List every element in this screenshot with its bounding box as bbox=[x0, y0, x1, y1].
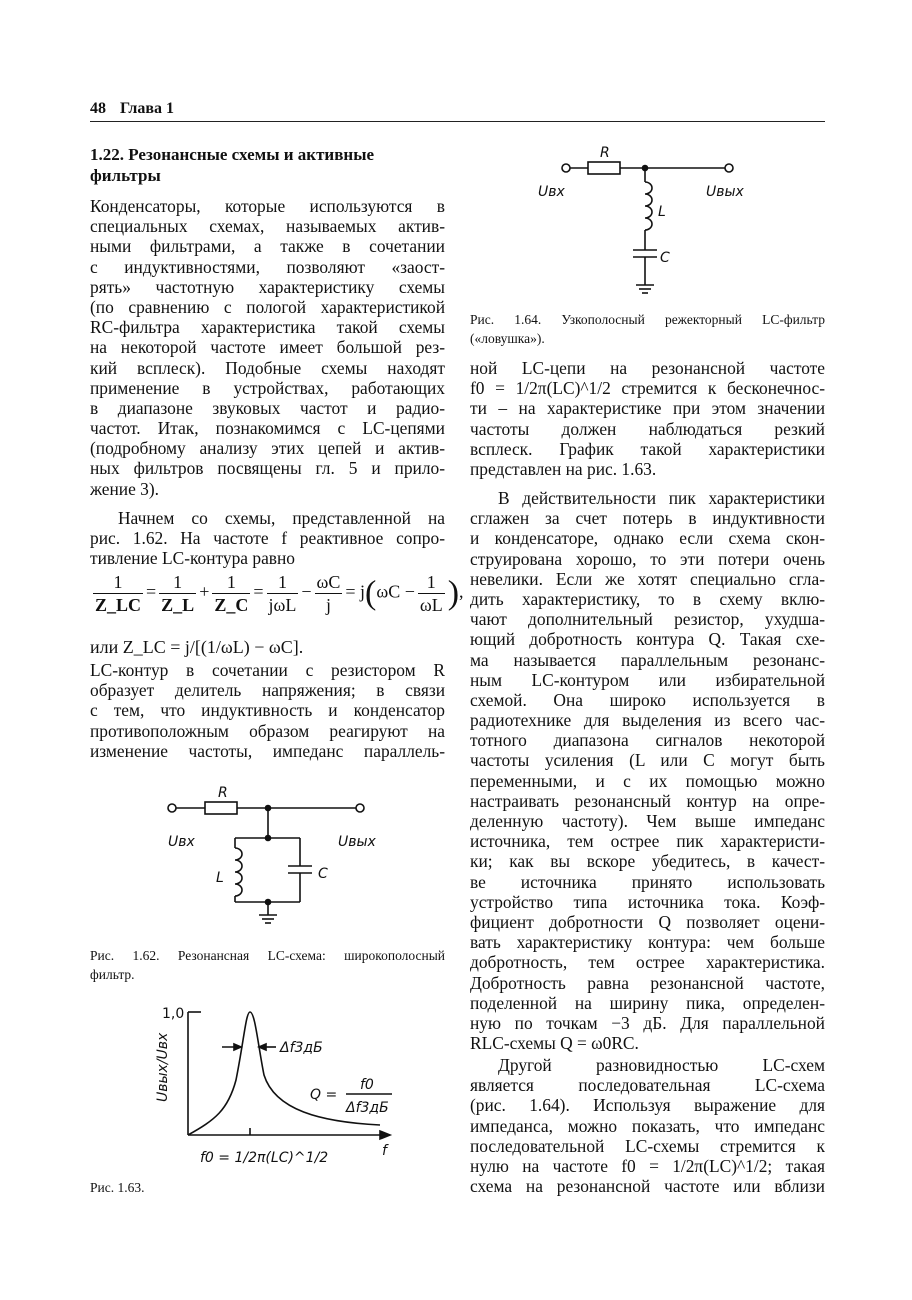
text-line: устройство типа источника тока. Коэф- bbox=[470, 891, 825, 912]
y-axis-label: Uвых/Uвх bbox=[155, 1032, 171, 1102]
figure-1-62-caption bbox=[90, 946, 445, 984]
frac-den: Z_LC bbox=[95, 595, 142, 615]
text-line: образует делитель напряжения; в связи bbox=[90, 680, 445, 701]
text-line: ную по точкам −3 дБ. Для параллельной bbox=[470, 1012, 825, 1033]
text-line: ма называется параллельным резонанс- bbox=[470, 649, 825, 670]
text-line: f0 = 1/2π(LC)^1/2 стремится к бесконечнос- bbox=[470, 378, 825, 399]
output-terminal bbox=[356, 804, 364, 812]
text-line: на некоторой частоте имеет большой рез- bbox=[90, 337, 445, 358]
text-line: последовательной LC-схемы стремится к bbox=[470, 1135, 825, 1156]
text-line: тивление LC-контура равно bbox=[90, 548, 296, 569]
formula-j: = j bbox=[345, 581, 366, 602]
text-line: схема на резонансной частоте или вблизи bbox=[470, 1176, 825, 1197]
text-line: ным LC-контуром или избирательной bbox=[470, 669, 825, 690]
label-R: R bbox=[218, 785, 228, 801]
text-line: ной LC-цепи на резонансной частоте bbox=[470, 358, 825, 378]
input-terminal bbox=[562, 164, 570, 172]
frac-num: 1 bbox=[159, 571, 196, 594]
text-line: кий всплеск). Подобные схемы находят bbox=[90, 357, 445, 378]
text-line: невелики. Если же хотят специально сгла- bbox=[470, 568, 825, 589]
frac-den: jωL bbox=[268, 595, 297, 615]
frac-den: Z_C bbox=[214, 595, 249, 615]
text-line: RC-фильтра характеристика такой схемы bbox=[90, 317, 445, 338]
text-line: в диапазоне звуковых частот и радио- bbox=[90, 397, 445, 418]
q-numerator: f0 bbox=[360, 1077, 374, 1093]
page-number: 48 bbox=[90, 100, 106, 117]
paragraph bbox=[90, 508, 445, 569]
text-line: (по сравнению с пологой характеристикой bbox=[90, 296, 445, 317]
text-line: RLC-схемы Q = ω0RC. bbox=[470, 1033, 639, 1054]
text-line: всплеск. График такой характеристики bbox=[470, 438, 825, 459]
formula-impedance: или Z_LC = j/[(1/ωL) − ωC]. bbox=[90, 637, 304, 657]
text-line: частоты должен наблюдаться резкий bbox=[470, 418, 825, 439]
q-denominator: Δf3дБ bbox=[346, 1100, 389, 1116]
section-title-line: фильтры bbox=[90, 166, 161, 185]
frac-den: ωL bbox=[419, 595, 443, 615]
text-line: изменение частоты, импеданс параллель- bbox=[90, 740, 445, 761]
text-line: противоположным образом реагируют на bbox=[90, 720, 445, 741]
label-L: L bbox=[658, 204, 666, 220]
text-line: схемой. Она широко используется в bbox=[470, 689, 825, 710]
inductor-symbol bbox=[235, 848, 242, 896]
text-line: ными фильтрами, а также в сочетании bbox=[90, 236, 445, 257]
text-line: фициент добротности Q позволяет оцени- bbox=[470, 911, 825, 932]
section-title-line: 1.22. Резонансные схемы и активные bbox=[90, 145, 375, 164]
paragraph bbox=[470, 1055, 825, 1196]
figure-1-63-graph bbox=[140, 1000, 420, 1170]
q-label: Q = bbox=[310, 1087, 338, 1103]
text-line: ве источника принято использовать bbox=[470, 871, 825, 892]
text-line: с индуктивностями, позволяют «заост- bbox=[90, 256, 445, 277]
running-header bbox=[90, 100, 188, 118]
frac-num: 1 bbox=[418, 571, 445, 594]
caption-line: фильтр. bbox=[90, 967, 135, 982]
text-line: специальных схемах, называемых актив- bbox=[90, 216, 445, 237]
resistor-symbol bbox=[205, 802, 237, 814]
text-line: (рис. 1.64). Используя выражение для bbox=[470, 1095, 825, 1116]
text-line: струирована хорошо, то эти потери очень bbox=[470, 548, 825, 569]
text-line: вать характеристику контура: чем больше bbox=[470, 932, 825, 953]
section-title bbox=[90, 144, 445, 186]
text-line: рис. 1.62. На частоте f реактивное сопро- bbox=[90, 528, 445, 549]
figure-1-62-circuit bbox=[160, 775, 390, 935]
text-line: тотного диапазона сигналов некоторой bbox=[470, 730, 825, 751]
label-uout: Uвых bbox=[706, 184, 744, 200]
resonance-curve bbox=[188, 1012, 380, 1135]
text-line: ки; как вы вскоре убедитесь, в качест- bbox=[470, 851, 825, 872]
caption-line: Рис. 1.62. Резонансная LC-схема: широкополосный bbox=[90, 948, 445, 963]
inductor-symbol bbox=[645, 182, 652, 230]
label-uout: Uвых bbox=[338, 834, 376, 850]
text-line: дить характеристику, то в схему вклю- bbox=[470, 588, 825, 609]
text-line: импеданса, можно показать, что импеданс bbox=[470, 1115, 825, 1136]
text-line: жение 3). bbox=[90, 478, 160, 499]
text-line: с тем, что индуктивность и конденсатор bbox=[90, 700, 445, 721]
text-line: Конденсаторы, которые используются в bbox=[90, 196, 445, 216]
frac-num: 1 bbox=[212, 571, 250, 594]
text-line: применение в устройствах, работающих bbox=[90, 377, 445, 398]
label-uin: Uвх bbox=[168, 834, 195, 850]
text-line: ти – на характеристике при этом значении bbox=[470, 398, 825, 419]
frac-num: ωC bbox=[316, 572, 341, 592]
text-line: настраивать резонансный контур на опре- bbox=[470, 790, 825, 811]
chapter-title: Глава 1 bbox=[120, 100, 174, 117]
figure-1-64-circuit bbox=[530, 140, 750, 305]
formula-term: ωC − bbox=[376, 581, 415, 602]
formula-admittance: $\frac{1}{Z\_LC}$ = $\frac{1}{Z\_L}$ + $\frac{1}{Z\_C}$ = 1 jωL − $\frac{\omega C}{j}$ = j(ωC − $\frac{1}{\omega L}$ ), bbox=[95, 572, 464, 615]
frac-den: Z_L bbox=[161, 595, 195, 615]
text-line: частоты усиления (L или C могут быть bbox=[470, 750, 825, 771]
resistor-symbol bbox=[588, 162, 620, 174]
text-line: Другой разновидностью LC-схем bbox=[498, 1055, 825, 1075]
frac-num: 1 bbox=[93, 571, 143, 594]
text-line: ющий добротность контура Q. Такая схе- bbox=[470, 629, 825, 650]
text-line: Добротность равна резонансной частоте, bbox=[470, 972, 825, 993]
text-line: частот. Итак, познакомимся с LC-цепями bbox=[90, 418, 445, 439]
text-line: является последовательная LC-схема bbox=[470, 1075, 825, 1096]
paragraph bbox=[470, 358, 825, 479]
paragraph bbox=[90, 660, 445, 761]
paragraph bbox=[470, 488, 825, 1053]
text-line: рять» частотную характеристику схемы bbox=[90, 276, 445, 297]
text-line: ных фильтров посвящены гл. 5 и прило- bbox=[90, 458, 445, 479]
text-line: радиотехнике для выделения из всего час- bbox=[470, 710, 825, 731]
label-R: R bbox=[600, 145, 610, 161]
text-line: деленную частоту). Чем выше импеданс bbox=[470, 811, 825, 831]
label-L: L bbox=[216, 870, 224, 886]
input-terminal bbox=[168, 804, 176, 812]
label-C: C bbox=[660, 250, 670, 266]
text-line: добротность, тем острее характеристика. bbox=[470, 952, 825, 973]
x-resonance-formula: f0 = 1/2π(LC)^1/2 bbox=[200, 1150, 329, 1166]
frac-den: j bbox=[325, 595, 331, 615]
label-uin: Uвх bbox=[538, 184, 565, 200]
figure-1-64-caption bbox=[470, 310, 825, 348]
label-C: C bbox=[318, 866, 328, 882]
text-line: сглажен за счет потерь в индуктивности bbox=[470, 508, 825, 529]
header-rule bbox=[90, 121, 825, 122]
text-line: поделенной на ширину пика, определен- bbox=[470, 992, 825, 1013]
text-line: LC-контур в сочетании с резистором R bbox=[90, 660, 445, 680]
y-tick-label: 1,0 bbox=[162, 1006, 185, 1022]
text-line: В действительности пик характеристики bbox=[498, 488, 825, 508]
text-line: чают дополнительный резистор, ухудша- bbox=[470, 609, 825, 630]
text-line: и конденсаторе, однако если схема скон- bbox=[470, 528, 825, 549]
text-line: нулю на частоте f0 = 1/2π(LC)^1/2; такая bbox=[470, 1155, 825, 1176]
text-line: переменными, и с их помощью можно bbox=[470, 770, 825, 791]
frac-num: 1 bbox=[267, 571, 299, 594]
caption-line: («ловушка»). bbox=[470, 331, 545, 346]
text-line: Начнем со схемы, представленной на bbox=[118, 508, 445, 528]
text-line: (подробному анализу этих цепей и актив- bbox=[90, 438, 445, 459]
paragraph bbox=[90, 196, 445, 499]
output-terminal bbox=[725, 164, 733, 172]
text-line: источника, тем острее пик характеристи- bbox=[470, 831, 825, 852]
bandwidth-label: Δf3дБ bbox=[280, 1040, 323, 1056]
figure-1-63-caption: Рис. 1.63. bbox=[90, 1180, 145, 1195]
caption-line: Рис. 1.64. Узкополосный режекторный LC-фильтр bbox=[470, 312, 825, 327]
x-axis-label: f bbox=[382, 1143, 387, 1159]
text-line: представлен на рис. 1.63. bbox=[470, 458, 657, 479]
